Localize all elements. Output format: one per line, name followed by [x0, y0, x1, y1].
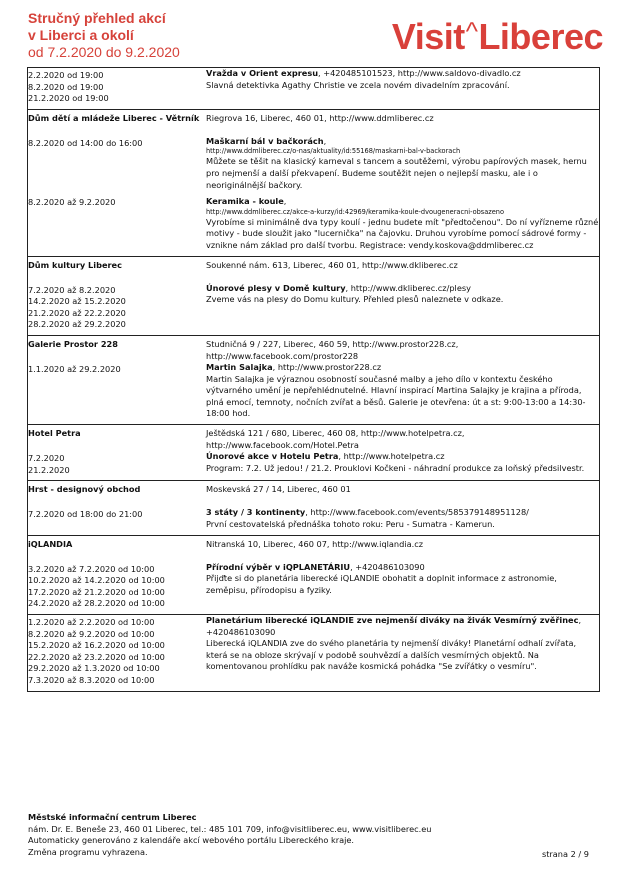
organizer-address: Nitranská 10, Liberec, 460 07, http://www.iqlandia.cz [206, 538, 424, 549]
event-dates [28, 562, 206, 614]
event-date: 29.2.2020 až 1.3.2020 od 10:00 [28, 663, 160, 674]
logo-text-visit: Visit [391, 16, 465, 57]
event-date: 7.2.2020 od 18:00 do 21:00 [28, 509, 143, 520]
event-date: 17.2.2020 až 21.2.2020 od 10:00 [28, 586, 165, 597]
organizer-address: Ještědská 121 / 680, Liberec, 460 08, http://www.hotelpetra.cz, http://www.facebook.com/Hotel.Petra [206, 428, 465, 450]
organizer-name: Dům kultury Liberec [28, 259, 122, 270]
event-date: 8.2.2020 až 9.2.2020 [28, 197, 116, 208]
event-detail [206, 562, 599, 601]
organizer-name: iQLANDIA [28, 538, 73, 549]
detail-column [206, 615, 600, 692]
event-date: 21.2.2020 [28, 464, 70, 475]
event-block [28, 335, 600, 424]
event-detail [206, 195, 599, 255]
event-date: 3.2.2020 až 7.2.2020 od 10:00 [28, 563, 155, 574]
detail-column [206, 425, 600, 481]
event-description: První cestovatelská přednáška tohoto roku: Peru - Sumatra - Kamerun. [206, 519, 495, 530]
event-contact[interactable]: , http://www.dkliberec.cz/plesy [345, 282, 471, 293]
event-date: 7.2.2020 [28, 453, 65, 464]
event-description: Vyrobíme si minimálně dva typy koulí - jednu budete mít "předtočenou". Do ní vyřízneme různé motivy - bude sloužit jako "lucernička" na čajovku. Druhou vyrobíme pomocí sádrové formy - vznikne nám základ pro další tvorbu. Registrace: vendy.koskova@ddmliberec.cz [206, 216, 599, 250]
event-detail [206, 615, 599, 677]
event-description: Zveme vás na plesy do Domu kultury. Přehled plesů naleznete v odkaze. [206, 294, 504, 305]
detail-column [206, 335, 600, 424]
event-description: Martin Salajka je výraznou osobností současné malby a jeho dílo v kontextu českého výtvarného umění je nepřehlédnutelné. Hlavní inspirací Martina Salajky je krajina a příroda, plná emocí, temnoty, nočních zvířat a běsů. Galerie je otevřena: út a st: 9:00-13:00 a 14:30-18:00 hod. [206, 373, 586, 419]
event-date: 15.2.2020 až 16.2.2020 od 10:00 [28, 640, 165, 651]
events-table [27, 67, 600, 692]
event-title[interactable]: Keramika - koule [206, 196, 284, 207]
event-contact[interactable]: , +420486103090 [206, 615, 582, 637]
event-date: 7.3.2020 až 8.3.2020 od 10:00 [28, 674, 155, 685]
date-column [28, 335, 207, 424]
event-title[interactable]: 3 státy / 3 kontinenty [206, 507, 306, 518]
event-block [28, 109, 600, 256]
event-dates [28, 362, 206, 380]
event-date: 21.2.2020 až 22.2.2020 [28, 307, 126, 318]
event-description: Můžete se těšit na klasický karneval s tancem a soutěžemi, výrobu papírových masek, hernu pro nejmenší a další překvapení. Budeme soutěžit nejen o nejlepší masku, ale i o neoriginálnější bačkory. [206, 156, 587, 190]
event-block [28, 615, 600, 692]
date-column [28, 109, 207, 256]
footer-change-note: Změna programu vyhrazena. [28, 846, 148, 857]
event-dates [28, 195, 206, 213]
event-date: 22.2.2020 až 23.2.2020 od 10:00 [28, 651, 165, 662]
event-title[interactable]: Únorové plesy v Domě kultury [206, 282, 346, 293]
event-description: Slavná detektivka Agathy Christie ve zcela novém divadelním zpracování. [206, 79, 510, 90]
date-column [28, 68, 207, 110]
event-title[interactable]: Martin Salajka [206, 362, 273, 373]
event-detail [206, 136, 599, 195]
event-detail [206, 362, 599, 424]
event-detail [206, 507, 599, 534]
detail-column [206, 535, 600, 614]
date-column [28, 535, 207, 614]
event-title[interactable]: Únorové akce v Hotelu Petra [206, 451, 339, 462]
logo-caret: ^ [465, 16, 478, 46]
event-heading [206, 451, 599, 463]
event-description: Program: 7.2. Už jedou! / 21.2. Prouklovi Kočkeni - náhradní produkce za loňský předsilvestr. [206, 462, 585, 473]
organizer-address: Moskevská 27 / 14, Liberec, 460 01 [206, 484, 351, 495]
event-title[interactable]: Vražda v Orient expresu [206, 68, 319, 78]
event-dates [28, 451, 206, 480]
event-date: 10.2.2020 až 14.2.2020 od 10:00 [28, 575, 165, 586]
event-detail [206, 283, 599, 310]
event-block [28, 256, 600, 335]
event-title[interactable]: Přírodní výběr v iQPLANETÁRIU [206, 561, 351, 572]
event-link[interactable]: http://www.ddmliberec.cz/o-nas/aktuality/id:55168/maskarni-bal-v-backorach [206, 147, 461, 156]
organizer-address: Studničná 9 / 227, Liberec, 460 59, http://www.prostor228.cz, http://www.facebook.com/prostor228 [206, 338, 459, 361]
page-header [28, 10, 603, 66]
date-column [28, 481, 207, 535]
event-heading [206, 196, 599, 208]
event-dates [28, 68, 206, 109]
event-date: 14.2.2020 až 15.2.2020 [28, 296, 126, 307]
event-date: 28.2.2020 až 29.2.2020 [28, 319, 126, 330]
detail-column [206, 68, 600, 110]
event-contact[interactable]: , +420485101523, http://www.saldovo-divadlo.cz [318, 68, 521, 78]
date-column [28, 256, 207, 335]
event-date: 8.2.2020 od 14:00 do 16:00 [28, 137, 143, 148]
organizer-name: Dům dětí a mládeže Liberec - Větrník [28, 112, 200, 123]
event-dates [28, 507, 206, 525]
organizer-name: Hotel Petra [28, 428, 81, 439]
event-date: 1.2.2020 až 2.2.2020 od 10:00 [28, 617, 155, 627]
document-title [28, 10, 180, 61]
page-number: strana 2 / 9 [541, 849, 589, 859]
event-heading [206, 615, 599, 638]
organizer-address: Soukenné nám. 613, Liberec, 460 01, http://www.dkliberec.cz [206, 259, 458, 270]
footer-auto-note: Automaticky generováno z kalendáře akcí webového portálu Libereckého kraje. [28, 835, 355, 845]
detail-column [206, 256, 600, 335]
event-dates [28, 283, 206, 335]
event-detail [206, 451, 599, 478]
event-title[interactable]: Planetárium liberecké iQLANDIE zve nejmenší diváky na živák Vesmírný zvěřinec [206, 615, 579, 625]
event-heading [206, 136, 599, 148]
organizer-name: Galerie Prostor 228 [28, 338, 118, 349]
visit-liberec-logo [392, 12, 603, 56]
logo-text-liberec: Liberec [478, 16, 603, 57]
footer-organization: Městské informační centrum Liberec [28, 812, 197, 822]
event-block [28, 68, 600, 110]
event-date: 1.1.2020 až 29.2.2020 [28, 364, 121, 375]
event-contact[interactable]: , http://www.facebook.com/events/585379148951128/ [305, 507, 529, 518]
page-footer [28, 812, 603, 858]
event-description: Liberecká iQLANDIA zve do svého planetária ty nejmenší diváky! Planetární odhalí zvířata, která se na obloze skrývají v podobě souhvězdí a dalších vesmírných objektů. Na komentovanou prohlídku pak naváže kosmická pohádka "Se zvířátky o vesmíru". [206, 638, 577, 672]
event-link[interactable]: http://www.ddmliberec.cz/akce-a-kurzy/id:42969/keramika-koule-dvougeneracni-obsazeno [206, 207, 505, 216]
event-date: 7.2.2020 až 8.2.2020 [28, 284, 116, 295]
event-date: 24.2.2020 až 28.2.2020 od 10:00 [28, 598, 165, 609]
event-date: 8.2.2020 od 19:00 [28, 81, 104, 92]
event-heading [206, 562, 599, 574]
event-contact[interactable]: , [283, 196, 287, 207]
detail-column [206, 481, 600, 535]
event-date: 8.2.2020 až 9.2.2020 od 10:00 [28, 628, 155, 639]
event-contact[interactable]: , http://www.prostor228.cz [272, 362, 382, 373]
event-block [28, 535, 600, 614]
event-detail [206, 68, 599, 95]
title-line-1: Stručný přehled akcí [28, 10, 166, 26]
event-description: Přijďte si do planetária liberecké iQLANDIE obohatit a doplnit informace z astronomie, zeměpisu, přírodopisu a fyziky. [206, 573, 557, 595]
event-heading [206, 283, 599, 295]
footer-contact: nám. Dr. E. Beneše 23, 460 01 Liberec, tel.: 485 101 709, info@visitliberec.eu, www.visitliberec.eu [28, 823, 432, 834]
event-heading [206, 362, 599, 374]
event-block [28, 481, 600, 535]
event-dates [28, 615, 206, 691]
date-column [28, 615, 207, 692]
organizer-name: Hrst - designový obchod [28, 484, 141, 495]
date-column [28, 425, 207, 481]
event-heading [206, 507, 599, 519]
detail-column [206, 109, 600, 256]
event-date: 2.2.2020 od 19:00 [28, 70, 104, 80]
event-dates [28, 136, 206, 154]
title-line-2: v Liberci a okolí [28, 27, 134, 43]
event-title[interactable]: Maškarní bál v bačkorách [206, 135, 324, 146]
event-heading [206, 68, 599, 80]
event-contact[interactable]: , +420486103090 [350, 561, 425, 572]
organizer-address: Riegrova 16, Liberec, 460 01, http://www.ddmliberec.cz [206, 112, 434, 123]
event-block [28, 425, 600, 481]
event-date: 21.2.2020 od 19:00 [28, 93, 109, 104]
event-contact[interactable]: , [323, 135, 327, 146]
title-date-range: od 7.2.2020 do 9.2.2020 [28, 44, 180, 60]
event-contact[interactable]: , http://www.hotelpetra.cz [338, 451, 445, 462]
